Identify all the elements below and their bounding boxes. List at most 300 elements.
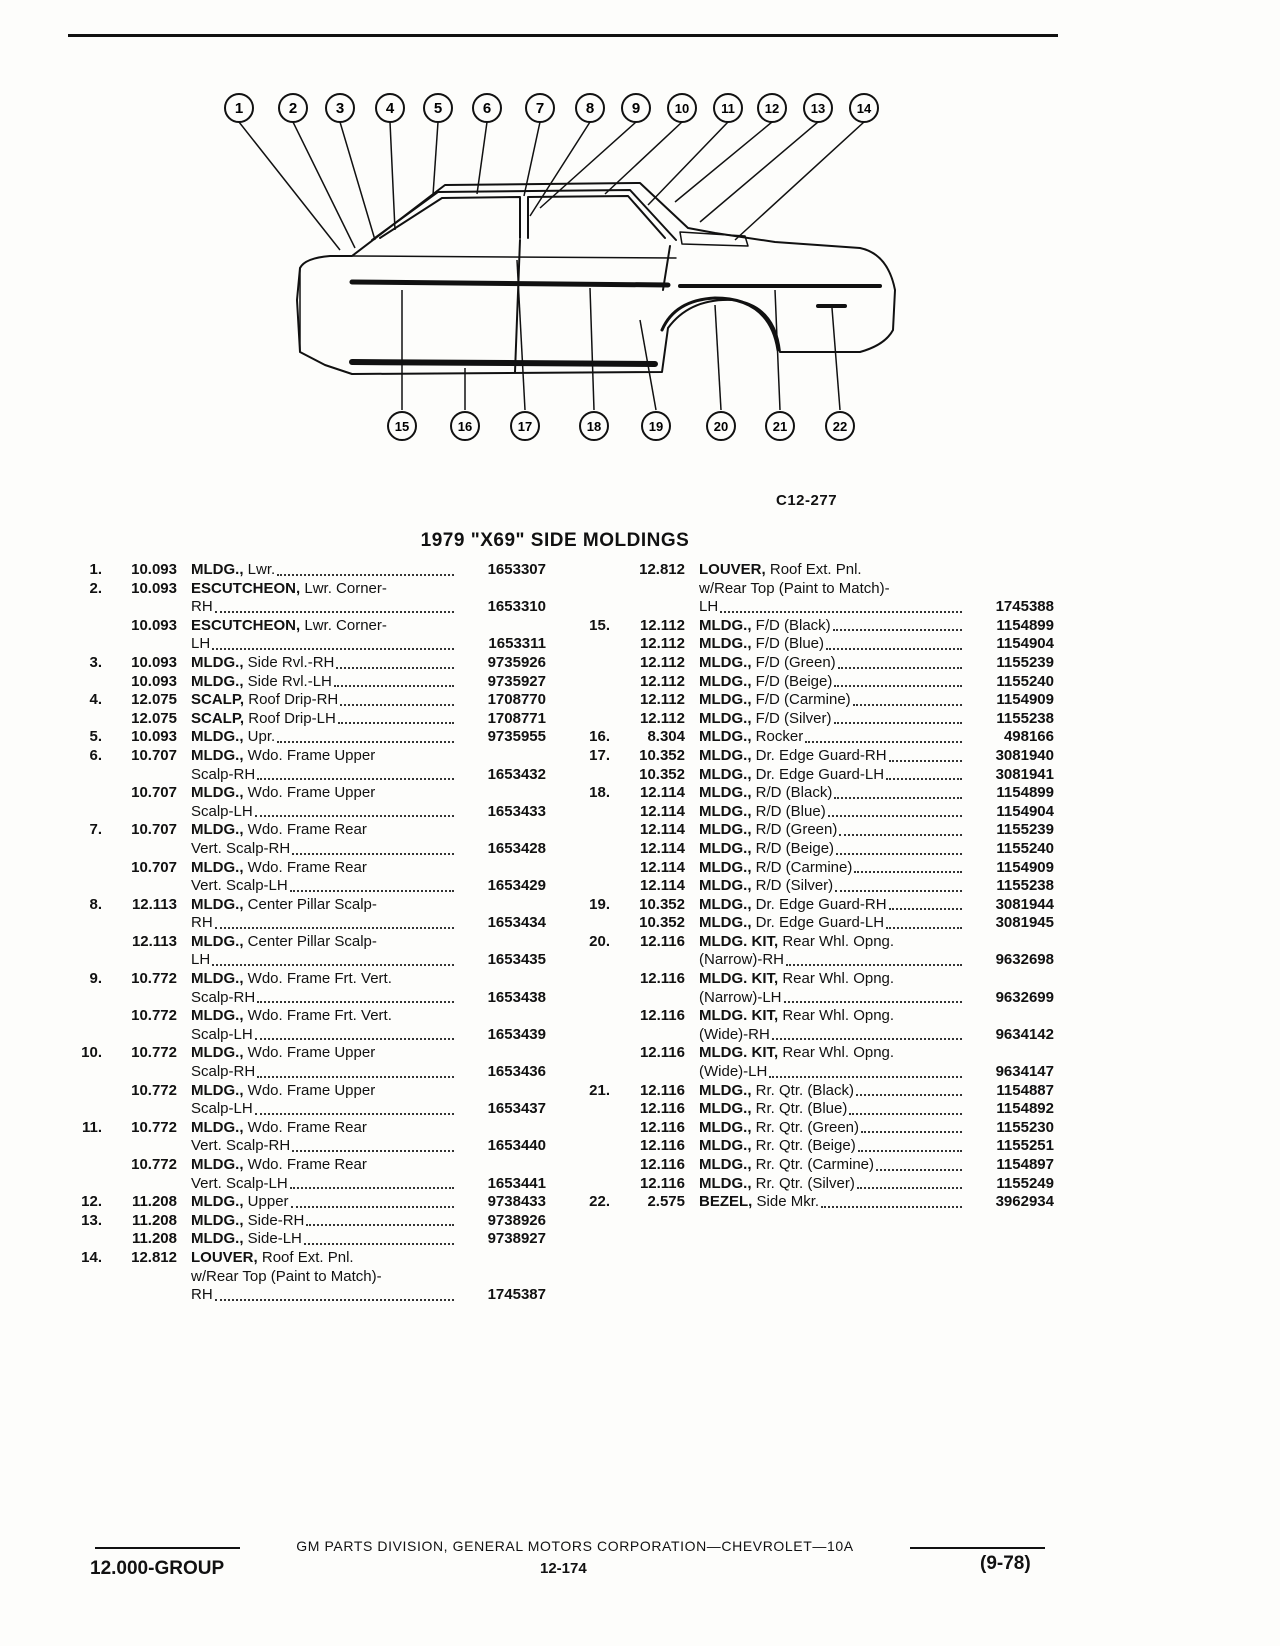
description-text xyxy=(699,1063,767,1082)
description-text xyxy=(699,914,884,933)
part-name: MLDG., xyxy=(699,877,752,895)
description-text xyxy=(191,970,392,989)
part-description xyxy=(177,1007,456,1026)
parts-row xyxy=(72,1268,546,1287)
part-number: 1653441 xyxy=(487,1174,546,1192)
dot-leader xyxy=(784,1001,963,1003)
part-detail: Upr. xyxy=(247,728,276,746)
part-number: 1155238 xyxy=(996,709,1054,727)
group-number: 10.707 xyxy=(131,821,177,839)
dot-leader xyxy=(849,1113,962,1115)
part-detail: w/Rear Top (Paint to Match)- xyxy=(699,579,890,597)
part-description xyxy=(685,784,964,803)
dot-leader xyxy=(255,1113,454,1115)
svg-text:2: 2 xyxy=(288,100,298,117)
part-name: MLDG., xyxy=(699,709,752,727)
callout-21 xyxy=(766,412,794,440)
dot-leader xyxy=(836,853,962,855)
dot-leader xyxy=(876,1169,962,1171)
group-number: 10.707 xyxy=(131,746,177,764)
part-detail: Wdo. Frame Rear xyxy=(247,858,367,876)
description-text xyxy=(191,654,334,673)
dot-leader xyxy=(889,908,962,910)
callout-3 xyxy=(326,94,354,122)
description-text xyxy=(699,1137,856,1156)
parts-row xyxy=(580,654,1054,673)
part-detail: Roof Drip-LH xyxy=(248,709,336,727)
description-text xyxy=(191,598,213,617)
description-text xyxy=(191,803,253,822)
part-number: 1653435 xyxy=(487,951,546,969)
part-detail: R/D (Carmine) xyxy=(755,858,853,876)
edition-date: (9-78) xyxy=(980,1553,1031,1574)
part-name: MLDG., xyxy=(699,728,752,746)
callout-14 xyxy=(850,94,878,122)
part-name: MLDG., xyxy=(699,802,752,820)
part-description xyxy=(685,747,964,766)
description-text xyxy=(191,1119,367,1138)
parts-row xyxy=(72,617,546,636)
dot-leader xyxy=(212,648,454,650)
callout-8 xyxy=(576,94,604,122)
dot-leader xyxy=(292,1150,454,1152)
part-description xyxy=(685,654,964,673)
group-number: 12.116 xyxy=(639,1156,685,1173)
ref-number: 20. xyxy=(589,932,610,950)
part-name: SCALP, xyxy=(191,709,245,727)
part-description xyxy=(685,691,964,710)
part-description xyxy=(177,1026,456,1045)
part-description xyxy=(177,617,456,636)
dot-leader xyxy=(828,815,962,817)
dot-leader xyxy=(255,815,454,817)
dot-leader xyxy=(856,1094,962,1096)
dot-leader xyxy=(886,927,962,929)
part-number: 1155238 xyxy=(996,877,1054,895)
callout-9 xyxy=(622,94,650,122)
part-number: 1154887 xyxy=(996,1081,1054,1099)
group-number: 10.772 xyxy=(131,1007,177,1025)
group-number: 12.116 xyxy=(639,1081,685,1099)
description-text xyxy=(699,617,831,636)
dot-leader xyxy=(720,611,962,613)
ref-number: 11. xyxy=(81,1118,102,1136)
part-description xyxy=(685,710,964,729)
group-number: 8.304 xyxy=(647,728,685,746)
part-detail: Wdo. Frame Frt. Vert. xyxy=(247,1007,392,1025)
parts-row xyxy=(580,951,1054,970)
group-number: 10.352 xyxy=(639,746,685,764)
group-number: 10.707 xyxy=(131,858,177,876)
part-description xyxy=(685,1193,964,1212)
footer-rule-left xyxy=(95,1547,240,1549)
ref-number: 7. xyxy=(89,821,102,839)
group-number: 10.772 xyxy=(131,1044,177,1062)
description-text xyxy=(191,989,255,1008)
description-text xyxy=(191,673,332,692)
group-number: 10.093 xyxy=(131,561,177,578)
group-number: 12.112 xyxy=(639,672,685,690)
parts-row xyxy=(580,1175,1054,1194)
part-detail: LH xyxy=(191,635,211,653)
part-description xyxy=(685,840,964,859)
parts-row xyxy=(580,1100,1054,1119)
part-detail: Vert. Scalp-LH xyxy=(191,1174,288,1192)
parts-row xyxy=(72,1193,546,1212)
svg-text:3: 3 xyxy=(335,100,345,117)
part-detail: LH xyxy=(191,951,211,969)
description-text xyxy=(191,747,375,766)
part-description xyxy=(177,1100,456,1119)
part-number: 1154904 xyxy=(996,635,1054,653)
dot-leader xyxy=(805,741,962,743)
parts-row xyxy=(580,635,1054,654)
description-text xyxy=(191,859,367,878)
part-name: MLDG., xyxy=(699,1156,752,1173)
part-description xyxy=(177,673,456,692)
part-number: 9634142 xyxy=(995,1025,1054,1043)
group-number: 12.114 xyxy=(639,821,685,839)
parts-row xyxy=(72,1100,546,1119)
part-number: 9735927 xyxy=(487,672,546,690)
part-name: MLDG., xyxy=(191,672,244,690)
part-detail: R/D (Black) xyxy=(755,784,833,802)
description-text xyxy=(191,1212,304,1231)
part-detail: RH xyxy=(191,598,213,616)
description-text xyxy=(191,877,288,896)
side-moldings-diagram xyxy=(234,78,1020,468)
part-number: 1708771 xyxy=(487,709,546,727)
part-detail: R/D (Beige) xyxy=(755,839,835,857)
parts-list-right xyxy=(580,561,1054,1212)
part-name: MLDG., xyxy=(699,1174,752,1192)
part-number: 9738433 xyxy=(487,1193,546,1211)
part-number: 1154909 xyxy=(996,691,1054,709)
parts-row xyxy=(72,989,546,1008)
part-number: 1653432 xyxy=(487,765,546,783)
part-detail: Side Rvl.-RH xyxy=(247,653,335,671)
svg-text:14: 14 xyxy=(856,101,872,116)
part-name: MLDG., xyxy=(191,821,244,839)
part-name: MLDG., xyxy=(699,914,752,932)
parts-row xyxy=(72,710,546,729)
part-description xyxy=(685,989,964,1008)
part-number: 3081945 xyxy=(995,914,1054,932)
part-detail: Roof Ext. Pnl. xyxy=(261,1248,354,1266)
part-detail: Vert. Scalp-LH xyxy=(191,877,288,895)
dot-leader xyxy=(826,648,962,650)
parts-row xyxy=(580,1082,1054,1101)
dot-leader xyxy=(340,704,454,706)
part-detail: RH xyxy=(191,914,213,932)
part-name: MLDG., xyxy=(191,1007,244,1025)
part-description xyxy=(685,1137,964,1156)
parts-row xyxy=(72,1007,546,1026)
description-text xyxy=(699,1156,874,1175)
part-description xyxy=(685,766,964,785)
group-number: 12.075 xyxy=(131,691,177,709)
group-number: 10.772 xyxy=(131,1081,177,1099)
part-description xyxy=(177,933,456,952)
part-description xyxy=(685,1175,964,1194)
dot-leader xyxy=(215,611,454,613)
part-name: MLDG., xyxy=(191,1156,244,1173)
dot-leader xyxy=(886,778,962,780)
part-description xyxy=(685,877,964,896)
svg-text:6: 6 xyxy=(482,100,492,117)
parts-row xyxy=(72,970,546,989)
group-number: 10.352 xyxy=(639,895,685,913)
footer-rule-right xyxy=(910,1547,1045,1549)
part-description xyxy=(685,803,964,822)
dot-leader xyxy=(290,890,454,892)
part-description xyxy=(685,1156,964,1175)
dot-leader xyxy=(290,1187,454,1189)
group-number: 2.575 xyxy=(647,1193,685,1211)
parts-row xyxy=(72,766,546,785)
description-text xyxy=(191,1026,253,1045)
svg-text:10: 10 xyxy=(674,101,690,116)
description-text xyxy=(191,1156,367,1175)
group-number: 12.114 xyxy=(639,839,685,857)
ref-number: 1. xyxy=(89,561,102,578)
part-name: MLDG., xyxy=(699,821,752,839)
part-detail: Side Rvl.-LH xyxy=(247,672,332,690)
part-description xyxy=(177,747,456,766)
part-description xyxy=(177,580,456,599)
description-text xyxy=(191,1063,255,1082)
part-name: MLDG., xyxy=(699,1137,752,1155)
svg-text:13: 13 xyxy=(810,101,826,116)
parts-row xyxy=(580,1193,1054,1212)
part-number: 9632698 xyxy=(995,951,1054,969)
part-description xyxy=(177,989,456,1008)
part-number: 3081941 xyxy=(995,765,1054,783)
ref-number: 16. xyxy=(589,728,610,746)
callout-6 xyxy=(473,94,501,122)
dot-leader xyxy=(786,964,962,966)
part-name: MLDG. KIT, xyxy=(699,1007,779,1025)
part-number: 1154904 xyxy=(996,802,1054,820)
dot-leader xyxy=(334,685,454,687)
ref-number: 17. xyxy=(589,746,610,764)
part-detail: Scalp-LH xyxy=(191,802,253,820)
ref-number: 4. xyxy=(89,691,102,709)
parts-row xyxy=(580,821,1054,840)
callout-2 xyxy=(279,94,307,122)
part-description xyxy=(177,766,456,785)
part-detail: Rr. Qtr. (Beige) xyxy=(755,1137,856,1155)
group-number: 12.112 xyxy=(639,709,685,727)
group-number: 12.116 xyxy=(639,932,685,950)
part-description xyxy=(177,951,456,970)
dot-leader xyxy=(291,1206,454,1208)
ref-number: 2. xyxy=(89,579,102,597)
part-name: MLDG., xyxy=(191,746,244,764)
part-name: MLDG., xyxy=(191,932,244,950)
section-title: 1979 "X69" SIDE MOLDINGS xyxy=(420,530,690,551)
dot-leader xyxy=(772,1038,962,1040)
part-number: 9738927 xyxy=(487,1230,546,1248)
callout-1 xyxy=(225,94,253,122)
group-number: 12.075 xyxy=(131,709,177,727)
part-detail: Rr. Qtr. (Carmine) xyxy=(755,1156,875,1173)
group-number: 12.112 xyxy=(639,691,685,709)
parts-row xyxy=(72,859,546,878)
dot-leader xyxy=(834,685,962,687)
part-name: MLDG., xyxy=(699,672,752,690)
description-text xyxy=(191,561,275,580)
parts-row xyxy=(72,1156,546,1175)
dot-leader xyxy=(292,853,454,855)
dot-leader xyxy=(215,1299,454,1301)
description-text xyxy=(191,635,210,654)
part-name: MLDG., xyxy=(699,839,752,857)
parts-row xyxy=(72,1212,546,1231)
part-description xyxy=(177,561,456,580)
dot-leader xyxy=(338,722,454,724)
group-code: 12.000-GROUP xyxy=(90,1558,225,1579)
parts-row xyxy=(72,1175,546,1194)
description-text xyxy=(191,691,338,710)
part-number: 1155239 xyxy=(996,821,1054,839)
part-detail: F/D (Carmine) xyxy=(755,691,851,709)
svg-text:7: 7 xyxy=(535,100,545,117)
dot-leader xyxy=(834,797,962,799)
description-text xyxy=(191,1007,392,1026)
svg-text:5: 5 xyxy=(433,100,443,117)
part-description xyxy=(685,728,964,747)
dot-leader xyxy=(277,741,454,743)
ref-number: 12. xyxy=(81,1193,102,1211)
ref-number: 14. xyxy=(81,1248,102,1266)
parts-row xyxy=(580,989,1054,1008)
part-detail: (Narrow)-RH xyxy=(699,951,784,969)
part-number: 1653439 xyxy=(487,1025,546,1043)
dot-leader xyxy=(889,760,962,762)
parts-row xyxy=(72,598,546,617)
group-number: 12.116 xyxy=(639,970,685,988)
part-detail: Scalp-LH xyxy=(191,1100,253,1118)
part-number: 9735955 xyxy=(487,728,546,746)
callout-5 xyxy=(424,94,452,122)
ref-number: 8. xyxy=(89,895,102,913)
part-name: MLDG., xyxy=(699,1118,752,1136)
part-description xyxy=(685,617,964,636)
ref-number: 22. xyxy=(589,1193,610,1211)
part-name: MLDG., xyxy=(699,1100,752,1118)
dot-leader xyxy=(257,1001,454,1003)
group-number: 10.772 xyxy=(131,970,177,988)
part-detail: F/D (Black) xyxy=(755,616,831,634)
group-number: 10.772 xyxy=(131,1156,177,1173)
part-description xyxy=(177,691,456,710)
part-description xyxy=(177,1063,456,1082)
callout-17 xyxy=(511,412,539,440)
part-detail: Rr. Qtr. (Silver) xyxy=(755,1174,855,1192)
parts-row xyxy=(580,1026,1054,1045)
parts-row xyxy=(72,635,546,654)
part-detail: Vert. Scalp-RH xyxy=(191,839,291,857)
car-body-outline xyxy=(297,183,895,374)
part-description xyxy=(177,821,456,840)
part-description xyxy=(685,1007,964,1026)
part-detail: LH xyxy=(699,598,719,616)
part-detail: F/D (Beige) xyxy=(755,672,833,690)
part-number: 1155239 xyxy=(996,653,1054,671)
svg-text:9: 9 xyxy=(631,100,641,117)
part-description xyxy=(177,970,456,989)
part-name: ESCUTCHEON, xyxy=(191,616,301,634)
part-name: MLDG., xyxy=(191,1193,244,1211)
parts-row xyxy=(580,561,1054,580)
parts-row xyxy=(72,1082,546,1101)
parts-row xyxy=(72,691,546,710)
group-number: 12.116 xyxy=(639,1174,685,1192)
group-number: 12.112 xyxy=(639,653,685,671)
parts-row xyxy=(580,896,1054,915)
dot-leader xyxy=(212,964,454,966)
part-detail: (Wide)-LH xyxy=(699,1063,768,1081)
description-text xyxy=(699,728,803,747)
description-text xyxy=(191,933,377,952)
dot-leader xyxy=(769,1076,962,1078)
group-number: 10.772 xyxy=(131,1118,177,1136)
ref-number: 21. xyxy=(589,1081,610,1099)
parts-row xyxy=(580,970,1054,989)
svg-text:1: 1 xyxy=(234,100,244,117)
part-name: MLDG., xyxy=(699,895,752,913)
part-detail: Side-LH xyxy=(247,1230,302,1248)
part-detail: Rr. Qtr. (Black) xyxy=(755,1081,855,1099)
callout-4 xyxy=(376,94,404,122)
description-text xyxy=(191,784,375,803)
description-text xyxy=(191,1193,289,1212)
group-number: 12.114 xyxy=(639,802,685,820)
description-text xyxy=(191,728,275,747)
description-text xyxy=(191,1175,288,1194)
callout-16 xyxy=(451,412,479,440)
callout-18 xyxy=(580,412,608,440)
description-text xyxy=(699,1026,770,1045)
part-description xyxy=(177,1193,456,1212)
part-name: MLDG., xyxy=(191,728,244,746)
description-text xyxy=(699,635,824,654)
parts-row xyxy=(580,673,1054,692)
description-text xyxy=(191,580,387,599)
svg-text:16: 16 xyxy=(457,419,473,434)
description-text xyxy=(191,766,255,785)
part-description xyxy=(177,896,456,915)
part-name: MLDG., xyxy=(699,765,752,783)
part-description xyxy=(177,840,456,859)
part-detail: Wdo. Frame Rear xyxy=(247,1118,367,1136)
callout-19 xyxy=(642,412,670,440)
group-number: 12.812 xyxy=(131,1248,177,1266)
svg-text:17: 17 xyxy=(517,419,533,434)
part-description xyxy=(177,1230,456,1249)
group-number: 11.208 xyxy=(131,1211,177,1229)
parts-row xyxy=(72,561,546,580)
part-name: MLDG., xyxy=(699,691,752,709)
ref-number: 13. xyxy=(81,1211,102,1229)
part-name: MLDG., xyxy=(191,1081,244,1099)
description-text xyxy=(699,1082,854,1101)
parts-row xyxy=(72,914,546,933)
dot-leader xyxy=(854,871,962,873)
description-text xyxy=(699,561,862,580)
callout-7 xyxy=(526,94,554,122)
